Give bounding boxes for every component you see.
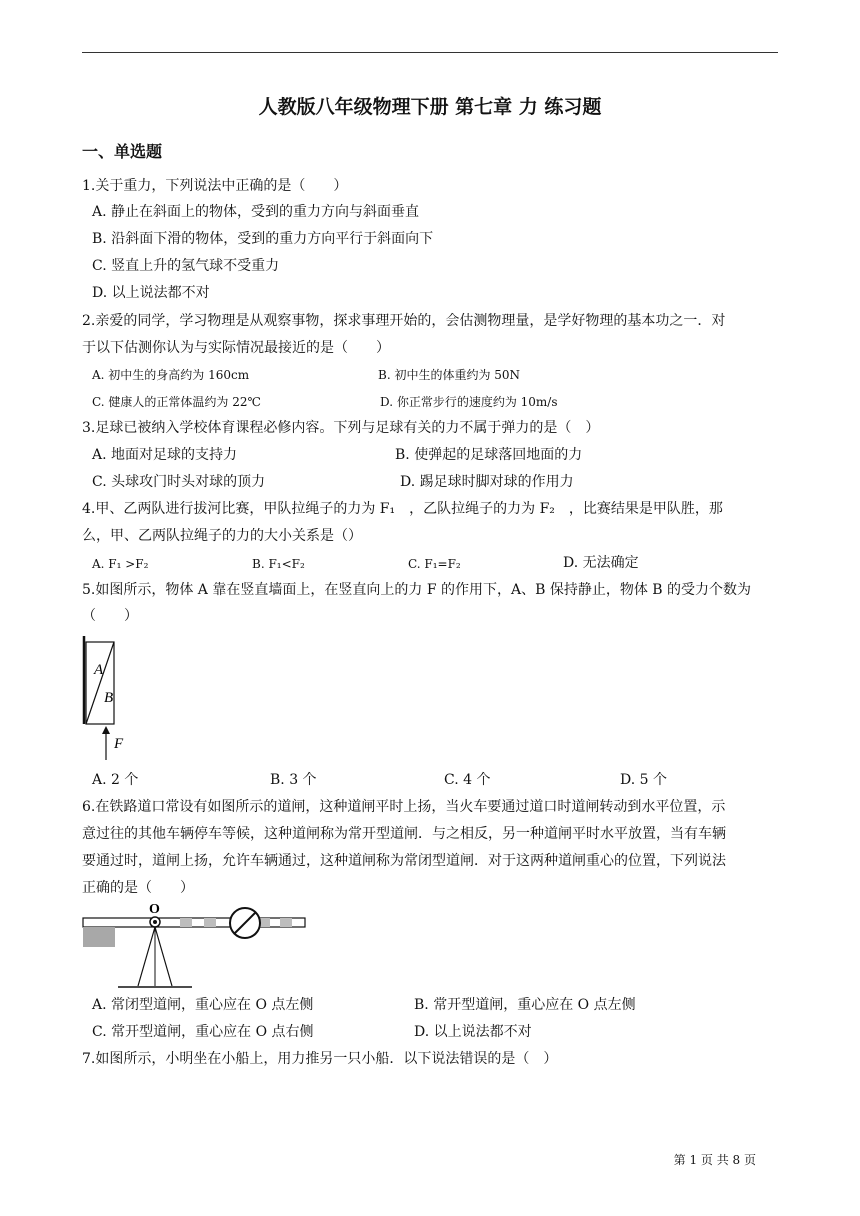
question-2-line-1: 2.亲爱的同学，学习物理是从观察事物，探求事理开始的，会估测物理量，是学好物理的基本功之一．对 [82,313,726,329]
q3-option-c[interactable]: C. 头球攻门时头对球的顶力 [92,474,266,490]
q5-option-b[interactable]: B. 3 个 [270,772,317,788]
pivot-inner [153,920,157,924]
q6-option-c[interactable]: C. 常开型道闸，重心应在 O 点右侧 [92,1024,314,1040]
question-6-line-4: 正确的是（ ） [82,880,194,896]
question-7-text: 7.如图所示，小明坐在小船上，用力推另一只小船．以下说法错误的是（ ） [82,1051,558,1067]
label-f: F [114,736,124,752]
figure-wall-blocks [80,636,140,762]
stand-left-leg [138,927,155,986]
q3-option-d[interactable]: D. 踢足球时脚对球的作用力 [400,474,574,490]
q2-option-d[interactable]: D. 你正常步行的速度约为 10m/s [380,395,558,409]
label-o: O [149,902,160,917]
block-diagonal [86,642,114,724]
question-6-line-2: 意过往的其他车辆停车等候，这种道闸称为常开型道闸．与之相反，另一种道闸平时水平放置，当有车辆 [82,826,726,842]
q5-option-d[interactable]: D. 5 个 [620,772,667,788]
q6-option-d[interactable]: D. 以上说法都不对 [414,1024,532,1040]
question-5-line-2: （ ） [82,608,138,624]
q4-option-c[interactable]: C. F₁=F₂ [408,557,461,571]
label-b: B [104,690,114,706]
q4-option-b[interactable]: B. F₁<F₂ [252,557,305,571]
question-6-line-3: 要通过时，道闸上扬，允许车辆通过，这种道闸称为常闭型道闸．对于这两种道闸重心的位置，下列说法 [82,853,726,869]
arm-stripe-1 [180,918,192,927]
force-arrow-head [102,726,110,734]
q1-option-c[interactable]: C. 竖直上升的氢气球不受重力 [92,258,280,274]
page-footer: 第 1 页 共 8 页 [673,1153,756,1167]
q5-option-c[interactable]: C. 4 个 [444,772,491,788]
q6-option-b[interactable]: B. 常开型道闸，重心应在 O 点左侧 [414,997,636,1013]
q6-option-a[interactable]: A. 常闭型道闸，重心应在 O 点左侧 [92,997,314,1013]
q2-option-b[interactable]: B. 初中生的体重约为 50N [378,368,521,382]
page-title: 人教版八年级物理下册 第七章 力 练习题 [258,96,602,118]
arm-stripe-4 [280,918,292,927]
q2-option-a[interactable]: A. 初中生的身高约为 160cm [92,368,250,382]
q3-option-a[interactable]: A. 地面对足球的支持力 [92,447,238,463]
q2-option-c[interactable]: C. 健康人的正常体温约为 22℃ [92,395,261,409]
label-a: A [94,662,104,678]
question-3-text: 3.足球已被纳入学校体育课程必修内容。下列与足球有关的力不属于弹力的是（ ） [82,420,600,436]
question-4-line-1: 4.甲、乙两队进行拔河比赛，甲队拉绳子的力为 F₁ ，乙队拉绳子的力为 F₂ ，比赛结果是甲队胜，那 [82,501,723,517]
q1-option-a[interactable]: A. 静止在斜面上的物体，受到的重力方向与斜面垂直 [92,204,420,220]
question-4-line-2: 么，甲、乙两队拉绳子的力的大小关系是（） [82,528,362,544]
q5-option-a[interactable]: A. 2 个 [92,772,139,788]
section-heading: 一、单选题 [82,142,163,161]
q1-option-b[interactable]: B. 沿斜面下滑的物体，受到的重力方向平行于斜面向下 [92,231,434,247]
barrier-arm [83,918,305,927]
question-5-line-1: 5.如图所示，物体 A 靠在竖直墙面上，在竖直向上的力 F 的作用下，A、B 保持静止，物体 B 的受力个数为 [82,582,752,598]
q4-option-d[interactable]: D. 无法确定 [563,555,639,571]
question-1-text: 1.关于重力，下列说法中正确的是（ ） [82,178,348,194]
q1-option-d[interactable]: D. 以上说法都不对 [92,285,210,301]
counterweight [83,927,115,947]
question-6-line-1: 6.在铁路道口常设有如图所示的道闸，这种道闸平时上扬，当火车要通过道口时道闸转动到水平位置，示 [82,799,726,815]
q4-option-a[interactable]: A. F₁ >F₂ [92,557,149,571]
header-rule [82,52,778,53]
arm-stripe-2 [204,918,216,927]
figure-barrier-gate [80,900,310,992]
q3-option-b[interactable]: B. 使弹起的足球落回地面的力 [395,447,583,463]
question-2-line-2: 于以下估测你认为与实际情况最接近的是（ ） [82,340,390,356]
stand-right-leg [155,927,172,986]
